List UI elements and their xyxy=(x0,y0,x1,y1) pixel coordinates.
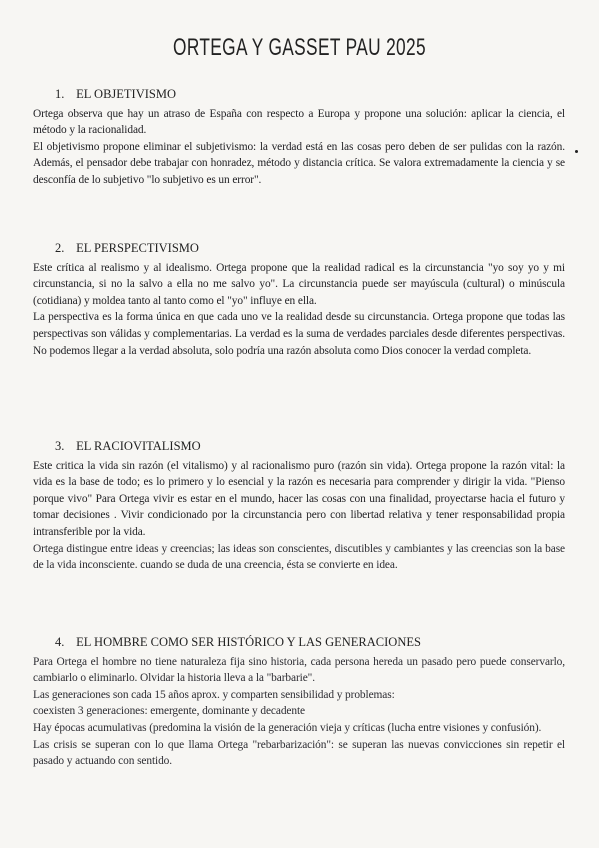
ink-dot xyxy=(575,150,578,153)
section-heading xyxy=(55,438,565,455)
section-raciovitalismo xyxy=(33,438,565,574)
section-heading-text: EL OBJETIVISMO xyxy=(76,87,177,101)
paragraph: El objetivismo propone eliminar el subjetivismo: la verdad está en las cosas pero deben de ser pulidas con la razón. Además, el pensador debe trabajar con honradez, método y distancia crítica. Se valora extremadamente la ciencia y se desconfía de lo subjetivo "lo subjetivo es un error". xyxy=(33,140,565,186)
section-heading xyxy=(55,634,565,651)
paragraph: Hay épocas acumulativas (predomina la visión de la generación vieja y críticas (lucha entre visiones y confusión). xyxy=(33,721,542,734)
paragraph: coexisten 3 generaciones: emergente, dominante y decadente xyxy=(33,705,305,718)
paragraph: Las crisis se superan con lo que llama Ortega "rebarbarización": se superan las nuevas convicciones sin repetir el pasado y actuando con sentido. xyxy=(33,738,565,768)
section-objetivismo xyxy=(33,86,565,189)
section-number: 3. xyxy=(55,439,65,453)
section-heading xyxy=(55,240,565,257)
section-hombre-historico xyxy=(33,634,565,770)
paragraph: Ortega distingue entre ideas y creencias; las ideas son conscientes, discutibles y cambiantes y las creencias son la base de la vida inconsciente. cuando se duda de una creencia, ésta se convierte en idea. xyxy=(33,542,565,572)
section-heading xyxy=(55,86,565,103)
paragraph: Ortega observa que hay un atraso de España con respecto a Europa y propone una solución: aplicar la ciencia, el método y la racionalidad. xyxy=(33,107,565,137)
paragraph: Este critica la vida sin razón (el vitalismo) y al racionalismo puro (razón sin vida). Ortega propone la razón vital: la vida es la base de todo; es lo primero y lo esencial y la razón es necesaria para comprender y dirigir la vida. "Pienso porque vivo" Para Ortega vivir es estar en el mundo, hacer las cosas con una finalidad, proyectarse hacia el futuro y tomar decisiones . Vivir condicionado por la circunstancia pero con libertad relativa y tener responsabilidad propia intransferible por la vida. xyxy=(33,459,565,538)
section-heading-text: EL HOMBRE COMO SER HISTÓRICO Y LAS GENERACIONES xyxy=(76,635,421,649)
paragraph: Las generaciones son cada 15 años aprox. y comparten sensibilidad y problemas: xyxy=(33,688,395,701)
document-title: ORTEGA Y GASSET PAU 2025 xyxy=(173,34,426,61)
section-perspectivismo xyxy=(33,240,565,359)
section-heading-text: EL PERSPECTIVISMO xyxy=(76,241,199,255)
paragraph: Para Ortega el hombre no tiene naturaleza fija sino historia, cada persona hereda un pasado pero puede conservarlo, cambiarlo o eliminarlo. Olvidar la historia lleva a la "barbarie". xyxy=(33,655,565,685)
paragraph: La perspectiva es la forma única en que cada uno ve la realidad desde su circunstancia. Ortega propone que todas las perspectivas son válidas y complementarias. La verdad es la suma de verdades parciales desde diferentes perspectivas. No podemos llegar a la verdad absoluta, solo podría una razón absoluta como Dios conocer la verdad completa. xyxy=(33,311,565,357)
paragraph: Este crítica al realismo y al idealismo. Ortega propone que la realidad radical es la circunstancia "yo soy yo y mi circunstancia, si no la salvo a ella no me salvo yo". La circunstancia puede ser mayúscula (cultural) o minúscula (cotidiana) y moldea tanto al tanto como el "yo" influye en ella. xyxy=(33,261,565,307)
section-number: 2. xyxy=(55,241,65,255)
section-number: 4. xyxy=(55,635,65,649)
section-number: 1. xyxy=(55,87,65,101)
section-heading-text: EL RACIOVITALISMO xyxy=(76,439,201,453)
